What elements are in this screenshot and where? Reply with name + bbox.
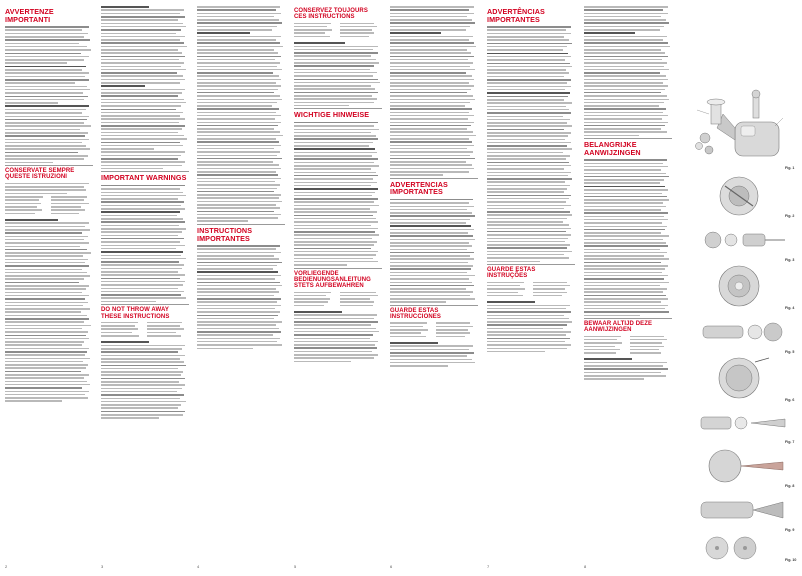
figure-label: Fig. 2: [785, 214, 795, 218]
column-italian: [5, 6, 93, 572]
figures-column: [695, 8, 799, 568]
assembly-step-illustration: [695, 264, 791, 308]
figure-label: Fig. 1: [785, 166, 795, 170]
column-french: [197, 6, 285, 572]
kebbe-attachment-illustration: [695, 490, 791, 530]
figure-3-assembly: [695, 220, 791, 260]
sausage-filling-illustration: [695, 446, 791, 486]
english-parts-list: [101, 322, 189, 338]
italian-parts-list: [5, 196, 93, 216]
german-warnings-text: [294, 122, 382, 266]
german-warnings-title: WICHTIGE HINWEISE: [294, 110, 370, 120]
assembly-illustration: [695, 220, 791, 260]
figure-label: Fig. 8: [785, 484, 795, 488]
spanish-parts-list: [390, 322, 478, 338]
sausage-attachment-illustration: [695, 404, 791, 442]
figure-4-assembly-step: [695, 264, 791, 308]
dutch-warnings-title: BELANGRIJKE AANWIJZINGEN: [584, 140, 641, 157]
dutch-keep-instructions-title: BEWAAR ALTIJD DEZE AANWIJZINGEN: [584, 321, 653, 334]
column-english: [101, 6, 189, 572]
figure-label: Fig. 7: [785, 440, 795, 444]
english-keep-instructions-title: DO NOT THROW AWAY THESE INSTRUCTIONS: [101, 307, 170, 320]
page-number: 5: [294, 564, 297, 569]
page-number: 2: [5, 564, 8, 569]
figure-label: Fig. 10: [785, 558, 797, 562]
spanish-keep-instructions-title: GUARDE ESTAS INSTRUCCIONES: [390, 307, 441, 321]
figure-5-blade-insertion: [695, 312, 791, 352]
figure-9-kebbe-attachment: [695, 490, 791, 530]
page-number: 4: [197, 564, 200, 569]
column-portuguese: [487, 6, 575, 572]
ring-nut-illustration: [695, 356, 791, 400]
portuguese-parts-list: [487, 282, 575, 298]
german-parts-list: [294, 292, 382, 308]
english-warnings-text: [101, 185, 189, 302]
column-dutch: [584, 6, 672, 572]
figure-8-sausage-filling: [695, 446, 791, 486]
figure-2-connection-detail: [695, 174, 791, 216]
page-number: 6: [390, 564, 393, 569]
figure-label: Fig. 5: [785, 350, 795, 354]
figure-10-discs: [695, 534, 791, 562]
portuguese-warnings-text: [487, 26, 575, 262]
discs-illustration: [695, 534, 791, 562]
blade-insertion-illustration: [695, 312, 791, 352]
column-german: [294, 6, 382, 572]
french-warnings-text: [197, 245, 285, 349]
figure-label: Fig. 4: [785, 306, 795, 310]
german-keep-instructions-title: VORLIEGENDE BEDIENUNGSANLEITUNG STETS AUFBEWAHREN: [294, 270, 371, 290]
figure-label: Fig. 9: [785, 528, 795, 532]
mincer-exploded-illustration: [695, 88, 791, 166]
page-number: 8: [584, 564, 587, 569]
column-spanish: [390, 6, 478, 572]
spanish-warnings-text: [390, 199, 478, 303]
english-warnings-title: IMPORTANT WARNINGS: [101, 173, 187, 183]
connection-detail-illustration: [695, 174, 791, 216]
dutch-parts-list: [584, 336, 672, 356]
french-keep-instructions-title: CONSERVEZ TOUJOURS CES INSTRUCTIONS: [294, 8, 368, 21]
figure-6-ring-nut: [695, 356, 791, 400]
italian-keep-instructions-title: CONSERVATE SEMPRE QUESTE ISTRUZIONI: [5, 168, 75, 181]
figure-label: Fig. 6: [785, 398, 795, 402]
french-parts-list: [294, 23, 382, 39]
portuguese-warnings-title: ADVERTÊNCIAS IMPORTANTES: [487, 7, 545, 24]
spanish-warnings-title: ADVERTENCIAS IMPORTANTES: [390, 179, 448, 197]
page-number: 7: [487, 564, 490, 569]
figure-label: Fig. 3: [785, 258, 795, 262]
italian-warnings-text: [5, 26, 93, 163]
french-warnings-title: INSTRUCTIONS IMPORTANTES: [197, 225, 253, 243]
figure-7-sausage-attachment: [695, 404, 791, 442]
page-number: 3: [101, 564, 104, 569]
portuguese-keep-instructions-title: GUARDE ESTAS INSTRUÇÕES: [487, 267, 536, 280]
italian-warnings-title: AVVERTENZE IMPORTANTI: [5, 7, 54, 24]
dutch-warnings-text: [584, 159, 672, 316]
figure-1-mincer-exploded: [695, 88, 791, 166]
